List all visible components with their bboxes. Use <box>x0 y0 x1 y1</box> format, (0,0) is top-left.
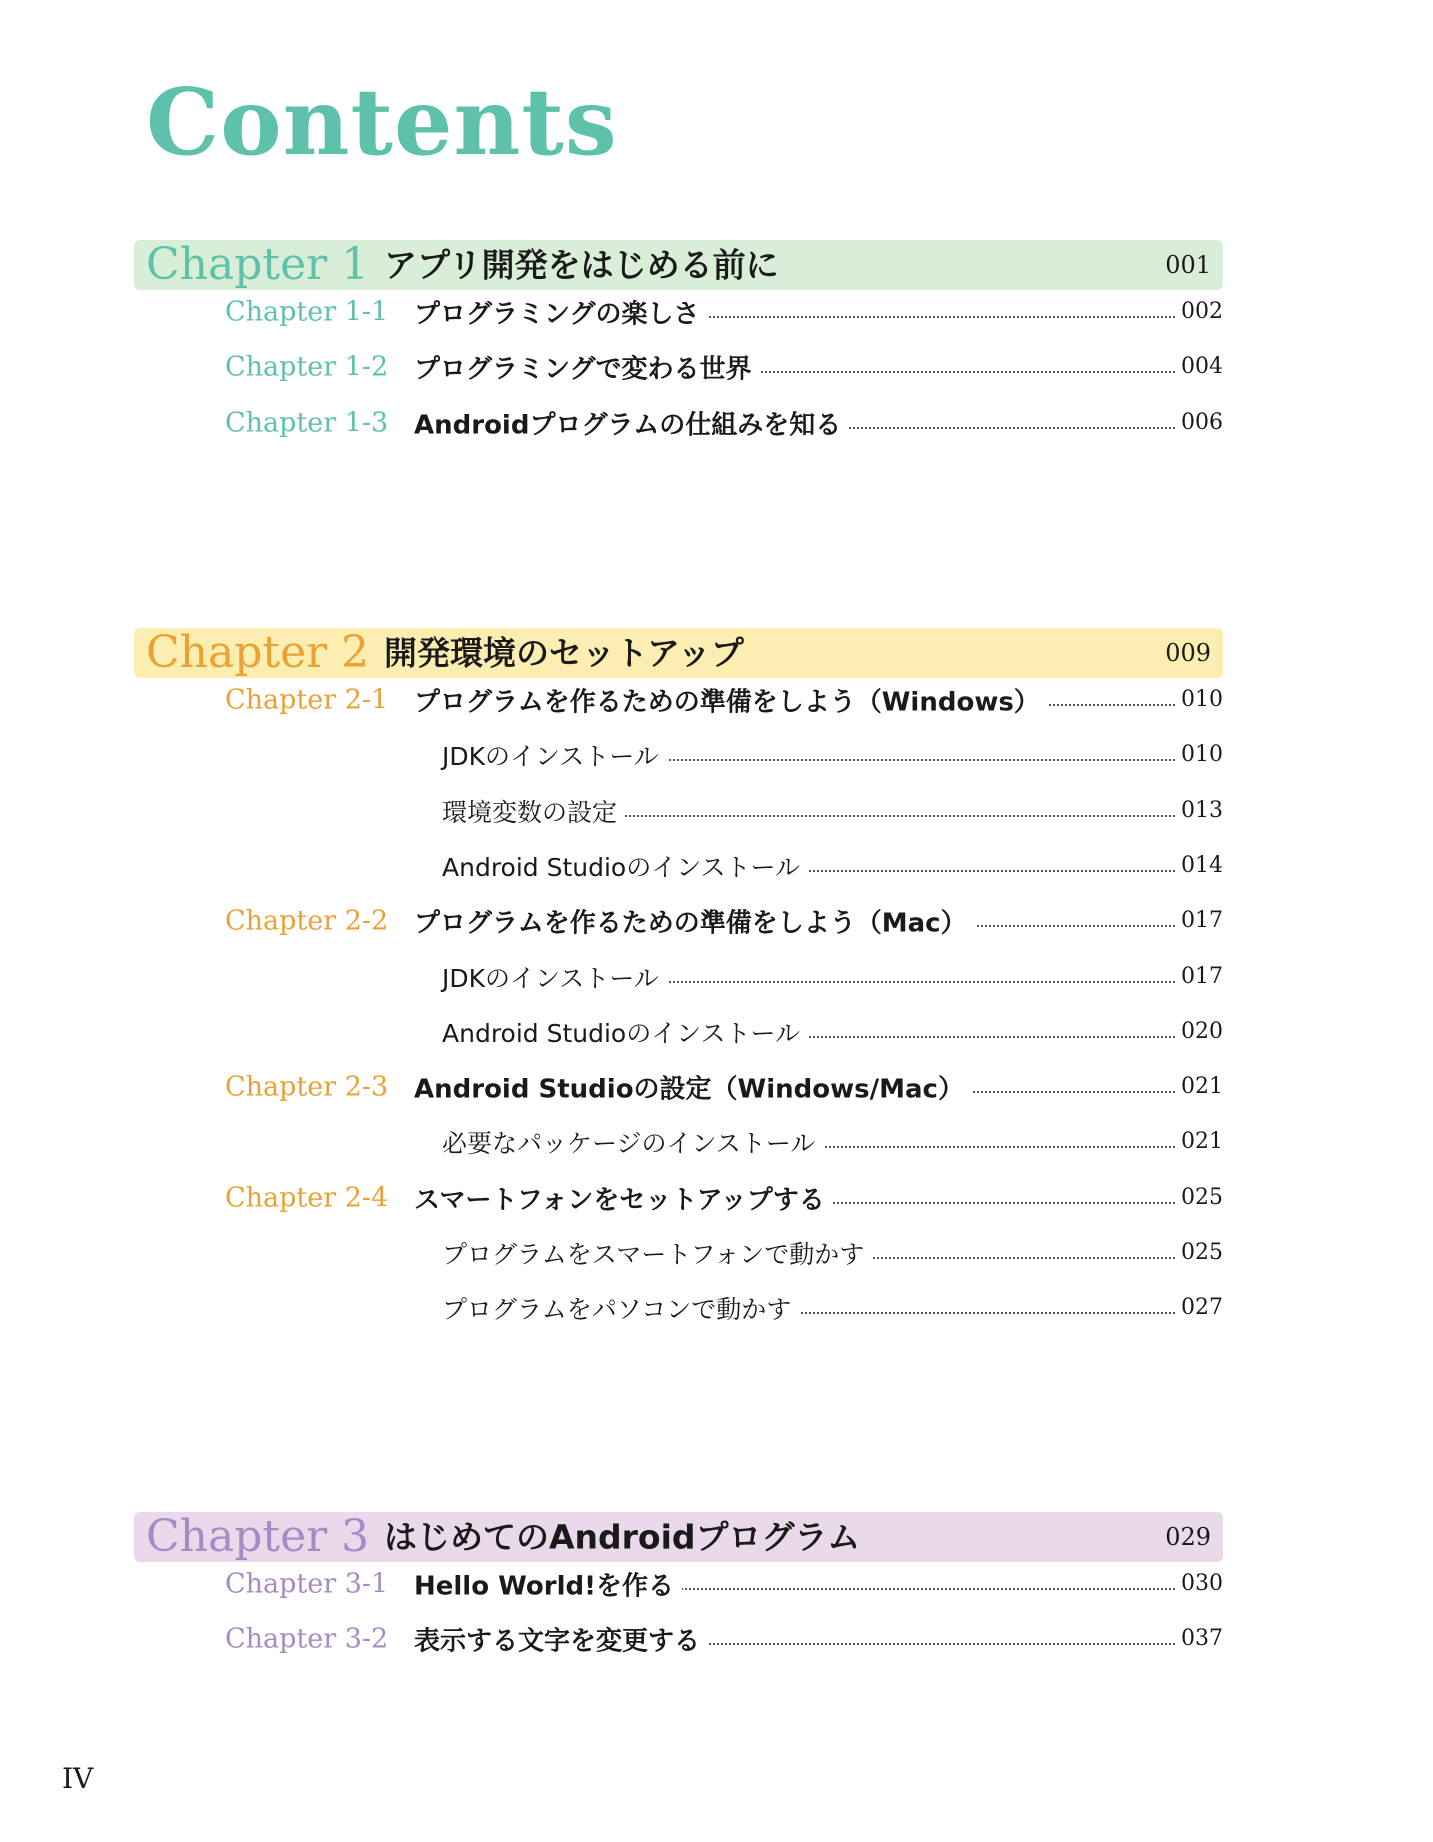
toc-section-row[interactable] <box>134 1178 1223 1218</box>
chapter-label: Chapter 3 <box>146 1511 370 1562</box>
section-label: Chapter 2-2 <box>225 905 389 937</box>
section-title: スマートフォンをセットアップする <box>414 1179 833 1216</box>
entry-page-number: 020 <box>1177 1019 1223 1044</box>
toc-section-row[interactable] <box>134 680 1223 720</box>
chapter-label: Chapter 1 <box>146 239 370 290</box>
chapter-heading-bar[interactable] <box>134 1512 1223 1562</box>
section-title: Androidプログラムの仕組みを知る <box>414 404 849 441</box>
contents-title: Contents <box>146 68 618 176</box>
subsection-title: プログラムをスマートフォンで動かす <box>442 1235 872 1271</box>
subsection-title: プログラムをパソコンで動かす <box>442 1290 799 1326</box>
subsection-title: Android Studioのインストール <box>442 848 808 884</box>
toc-section-row[interactable] <box>134 403 1223 443</box>
subsection-title: JDKのインストール <box>442 959 667 995</box>
toc-subsection-row[interactable] <box>134 957 1223 997</box>
chapter-label: Chapter 2 <box>146 627 370 678</box>
entry-page-number: 004 <box>1177 354 1223 379</box>
subsection-title: JDKのインストール <box>442 737 667 773</box>
toc-subsection-row[interactable] <box>134 1012 1223 1052</box>
toc-section-row[interactable] <box>134 1619 1223 1659</box>
section-label: Chapter 2-4 <box>225 1182 389 1214</box>
toc-section-row[interactable] <box>134 901 1223 941</box>
toc-subsection-row[interactable] <box>134 846 1223 886</box>
chapter-heading-bar[interactable] <box>134 240 1223 290</box>
entry-page-number: 025 <box>1177 1185 1223 1210</box>
entry-page-number: 014 <box>1177 853 1223 878</box>
toc-subsection-row[interactable] <box>134 735 1223 775</box>
section-title: プログラミングで変わる世界 <box>414 349 759 386</box>
section-label: Chapter 1-2 <box>225 351 389 383</box>
entry-page-number: 010 <box>1177 742 1223 767</box>
chapter-block <box>134 627 1223 1325</box>
section-title: Android Studioの設定（Windows/Mac） <box>414 1069 972 1106</box>
section-title: プログラミングの楽しさ <box>414 294 707 331</box>
section-label: Chapter 2-1 <box>225 684 389 716</box>
section-label: Chapter 3-1 <box>225 1568 389 1600</box>
chapter-block <box>134 239 1223 441</box>
chapter-title: アプリ開発をはじめる前に <box>384 245 779 285</box>
entry-page-number: 017 <box>1177 964 1223 989</box>
section-title: プログラムを作るための準備をしよう（Mac） <box>414 903 975 940</box>
entry-page-number: 037 <box>1177 1626 1223 1651</box>
subsection-title: Android Studioのインストール <box>442 1014 808 1050</box>
subsection-title: 環境変数の設定 <box>442 793 625 829</box>
entry-page-number: 030 <box>1177 1571 1223 1596</box>
entry-page-number: 027 <box>1177 1295 1223 1320</box>
entry-page-number: 002 <box>1177 299 1223 324</box>
entry-page-number: 025 <box>1177 1240 1223 1265</box>
toc-section-row[interactable] <box>134 1067 1223 1107</box>
section-title: プログラムを作るための準備をしよう（Windows） <box>414 682 1048 719</box>
subsection-title: 必要なパッケージのインストール <box>442 1124 823 1160</box>
toc-section-row[interactable] <box>134 1564 1223 1604</box>
chapter-page-number: 009 <box>1165 639 1211 667</box>
entry-page-number: 017 <box>1177 908 1223 933</box>
footer-page-number: IV <box>62 1762 94 1795</box>
chapter-page-number: 029 <box>1165 1523 1211 1551</box>
entry-page-number: 010 <box>1177 687 1223 712</box>
entry-page-number: 021 <box>1177 1074 1223 1099</box>
entry-page-number: 006 <box>1177 410 1223 435</box>
chapter-title: 開発環境のセットアップ <box>384 633 744 673</box>
toc-subsection-row[interactable] <box>134 1288 1223 1328</box>
section-label: Chapter 3-2 <box>225 1623 389 1655</box>
toc-subsection-row[interactable] <box>134 791 1223 831</box>
section-label: Chapter 1-3 <box>225 407 389 439</box>
toc-section-row[interactable] <box>134 347 1223 387</box>
entry-page-number: 021 <box>1177 1129 1223 1154</box>
toc-subsection-row[interactable] <box>134 1233 1223 1273</box>
entry-page-number: 013 <box>1177 798 1223 823</box>
chapter-page-number: 001 <box>1165 251 1211 279</box>
chapter-heading-bar[interactable] <box>134 628 1223 678</box>
section-label: Chapter 1-1 <box>225 296 389 328</box>
toc-subsection-row[interactable] <box>134 1122 1223 1162</box>
section-title: Hello World!を作る <box>414 1566 682 1603</box>
section-title: 表示する文字を変更する <box>414 1621 708 1658</box>
section-label: Chapter 2-3 <box>225 1071 389 1103</box>
chapter-title: はじめてのAndroidプログラム <box>384 1517 861 1557</box>
chapter-block <box>134 1511 1223 1657</box>
toc-section-row[interactable] <box>134 292 1223 332</box>
